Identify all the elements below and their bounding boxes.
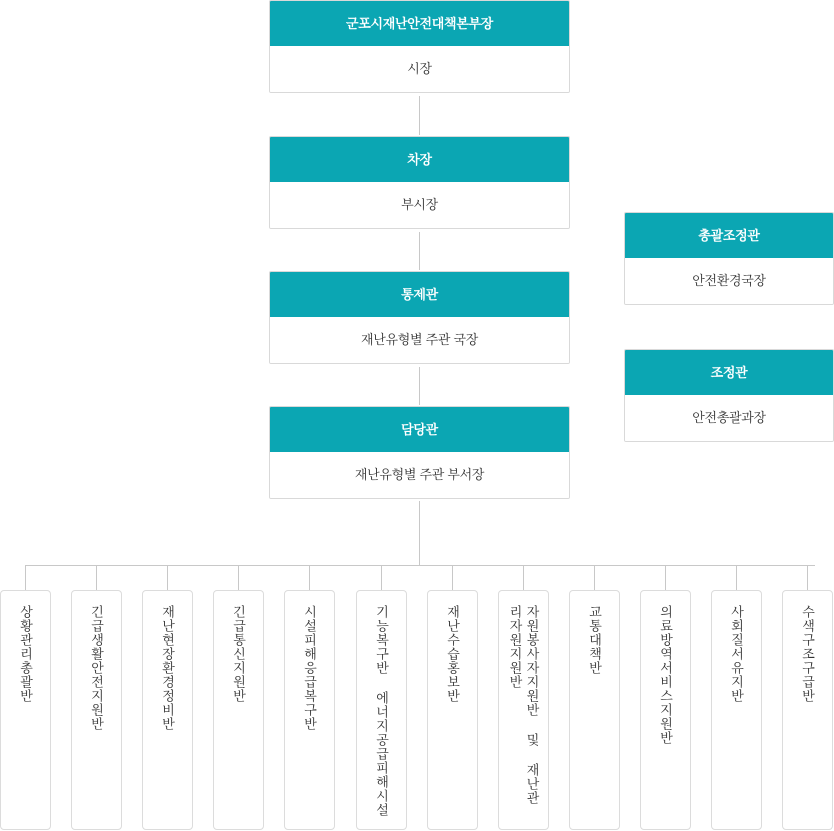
connector-line bbox=[419, 367, 420, 405]
node-coordinator-title: 조정관 bbox=[625, 350, 833, 395]
connector-line bbox=[309, 565, 310, 590]
node-deputy bbox=[269, 136, 570, 229]
team-label: 시설피해응급복구반 bbox=[302, 605, 317, 731]
team-label: 긴급생활안전지원반 bbox=[89, 605, 104, 731]
team-label: 사회질서유지반 bbox=[729, 605, 744, 703]
team-box-12 bbox=[782, 590, 833, 830]
connector-line bbox=[381, 565, 382, 590]
node-officer bbox=[269, 406, 570, 499]
connector-line bbox=[167, 565, 168, 590]
connector-line bbox=[96, 565, 97, 590]
connector-line bbox=[452, 565, 453, 590]
node-general-coordinator-title: 총괄조정관 bbox=[625, 213, 833, 258]
team-label: 수색구조구급반 bbox=[800, 605, 815, 703]
node-deputy-title: 차장 bbox=[270, 137, 569, 182]
connector-line bbox=[25, 565, 26, 590]
team-box-6 bbox=[356, 590, 407, 830]
connector-line bbox=[594, 565, 595, 590]
team-label: 재난수습홍보반 bbox=[445, 605, 460, 703]
node-controller-role: 재난유형별 주관 국장 bbox=[270, 317, 569, 363]
node-general-coordinator-role: 안전환경국장 bbox=[625, 258, 833, 304]
node-controller bbox=[269, 271, 570, 364]
connector-line bbox=[25, 565, 815, 566]
node-officer-title: 담당관 bbox=[270, 407, 569, 452]
node-headquarters bbox=[269, 0, 570, 93]
team-label: 자원봉사자지원반 및 재난관리자원지원반 bbox=[507, 605, 540, 805]
node-coordinator-role: 안전총괄과장 bbox=[625, 395, 833, 441]
team-box-9 bbox=[569, 590, 620, 830]
node-deputy-role: 부시장 bbox=[270, 182, 569, 228]
connector-line bbox=[665, 565, 666, 590]
team-box-7 bbox=[427, 590, 478, 830]
team-box-1 bbox=[0, 590, 51, 830]
team-box-4 bbox=[213, 590, 264, 830]
team-label: 교통대책반 bbox=[587, 605, 602, 675]
team-label: 상황관리총괄반 bbox=[18, 605, 33, 703]
node-headquarters-title: 군포시재난안전대책본부장 bbox=[270, 1, 569, 46]
node-officer-role: 재난유형별 주관 부서장 bbox=[270, 452, 569, 498]
team-box-2 bbox=[71, 590, 122, 830]
connector-line bbox=[807, 565, 808, 590]
node-general-coordinator bbox=[624, 212, 834, 305]
node-coordinator bbox=[624, 349, 834, 442]
node-controller-title: 통제관 bbox=[270, 272, 569, 317]
connector-line bbox=[419, 232, 420, 270]
team-label: 긴급통신지원반 bbox=[231, 605, 246, 703]
team-label: 의료방역서비스지원반 bbox=[658, 605, 673, 745]
node-headquarters-role: 시장 bbox=[270, 46, 569, 92]
team-box-3 bbox=[142, 590, 193, 830]
team-label: 재난현장환경정비반 bbox=[160, 605, 175, 731]
team-box-10 bbox=[640, 590, 691, 830]
connector-line bbox=[238, 565, 239, 590]
connector-line bbox=[419, 96, 420, 135]
team-box-11 bbox=[711, 590, 762, 830]
team-box-5 bbox=[284, 590, 335, 830]
connector-line bbox=[523, 565, 524, 590]
connector-line bbox=[736, 565, 737, 590]
connector-line bbox=[419, 501, 420, 565]
team-box-8 bbox=[498, 590, 549, 830]
team-label: 기능복구반 에너지공급피해시설 bbox=[374, 605, 389, 817]
